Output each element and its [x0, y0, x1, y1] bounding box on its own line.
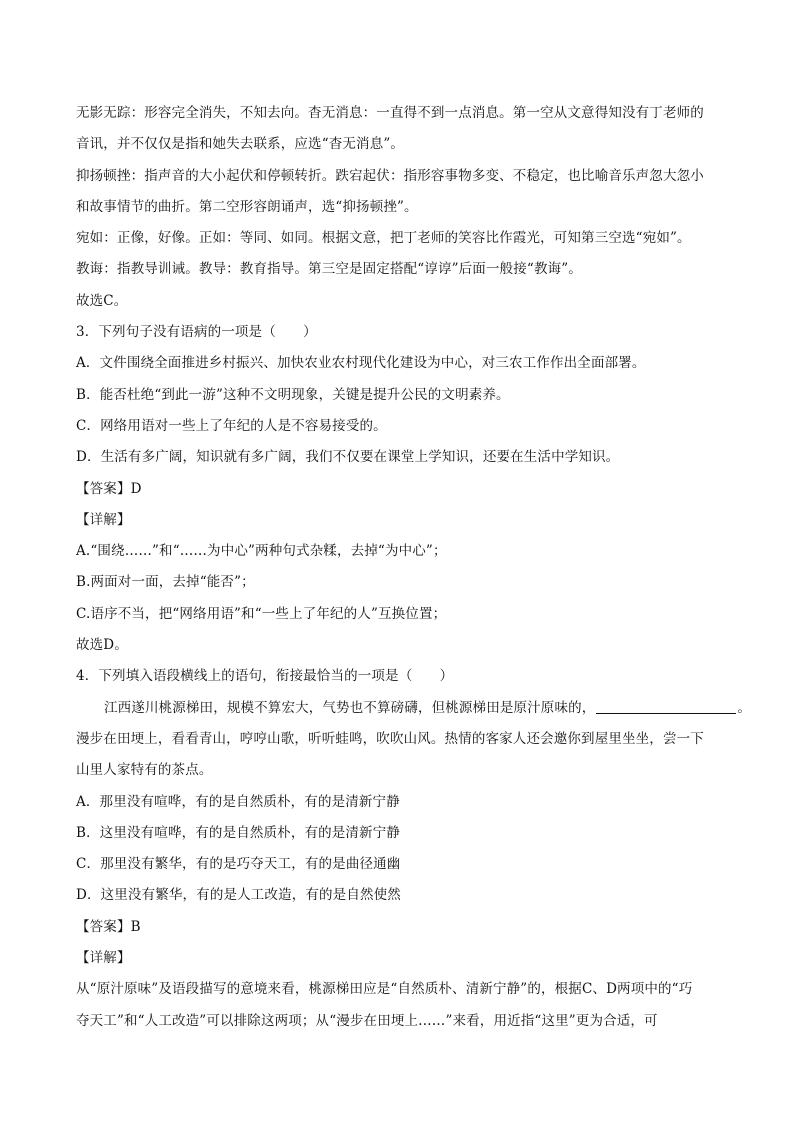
- question-4-option-b: B．这里没有喧哗，有的是自然质朴，有的是清新宁静: [76, 824, 401, 841]
- text-line: A.“围绕……”和“……为中心”两种句式杂糅，去掉“为中心”；: [76, 543, 447, 560]
- question-4-passage-line: [76, 693, 752, 724]
- question-4-passage-line: 漫步在田埂上，看看青山，哼哼山歌，听听蛙鸣，吹吹山风。热情的客家人还会邀你到屋里坐坐，尝一下: [76, 730, 704, 747]
- passage-period: 。: [737, 699, 752, 716]
- passage-text: 江西遂川桃源梯田，规模不算宏大，气势也不算磅礴，但桃源梯田是原汁原味的，: [104, 699, 596, 716]
- text-line: C.语序不当，把“网络用语”和“一些上了年纪的人”互换位置；: [76, 605, 447, 622]
- question-3-explanation-heading: 【详解】: [76, 511, 131, 528]
- question-4-option-c: C．那里没有繁华，有的是巧夺天工，有的是曲径通幽: [76, 856, 401, 873]
- text-line: 宛如：正像，好像。正如：等同、如同。根据文意，把丁老师的笑容比作霞光，可知第三空选“宛如”。: [76, 230, 691, 247]
- conclusion-line: 故选C。: [76, 292, 128, 309]
- text-line: B.两面对一面，去掉“能否”；: [76, 574, 255, 591]
- text-line: 音讯，并不仅仅是指和她失去联系，应选“杳无消息”。: [76, 136, 405, 153]
- question-4-option-a: A．那里没有喧哗，有的是自然质朴，有的是清新宁静: [76, 793, 400, 810]
- text-line: 抑扬顿挫：指声音的大小起伏和停顿转折。跌宕起伏：指形容事物多变、不稳定，也比喻音乐声忽大忽小: [76, 167, 704, 184]
- question-4-answer: 【答案】B: [76, 918, 141, 935]
- question-4-stem: 4．下列填入语段横线上的语句，衔接最恰当的一项是（ ）: [76, 668, 454, 685]
- question-4-passage-line: 山里人家特有的茶点。: [76, 762, 213, 779]
- text-line: 夺天工”和“人工改造”可以排除这两项；从“漫步在田埂上……”来看，用近指“这里”更为合适，可: [76, 1012, 658, 1029]
- question-3-option-d: D．生活有多广阔，知识就有多广阔，我们不仅要在课堂上学知识，还要在生活中学知识。: [76, 449, 620, 466]
- question-3-option-b: B．能否杜绝“到此一游”这种不文明现象，关键是提升公民的文明素养。: [76, 386, 510, 403]
- question-4-option-d: D．这里没有繁华，有的是人工改造，有的是自然使然: [76, 887, 401, 904]
- text-line: 从“原汁原味”及语段描写的意境来看，桃源梯田应是“自然质朴、清新宁静”的，根据C、D两项中的“巧: [76, 981, 693, 998]
- question-3-option-c: C．网络用语对一些上了年纪的人是不容易接受的。: [76, 417, 387, 434]
- text-line: 无影无踪：形容完全消失，不知去向。杳无消息：一直得不到一点消息。第一空从文意得知没有丁老师的: [76, 105, 704, 121]
- text-line: 教诲：指教导训诫。教导：教育指导。第三空是固定搭配“谆谆”后面一般接“教诲”。: [76, 261, 582, 278]
- text-line: 和故事情节的曲折。第二空形容朗诵声，选“抑扬顿挫”。: [76, 198, 418, 215]
- conclusion-line: 故选D。: [76, 637, 128, 654]
- question-3-answer: 【答案】D: [76, 480, 142, 497]
- document-body: [76, 98, 752, 1037]
- question-3-stem: 3．下列句子没有语病的一项是（ ）: [76, 324, 317, 341]
- fill-in-blank: [596, 699, 736, 714]
- question-4-explanation-heading: 【详解】: [76, 950, 131, 967]
- question-3-option-a: A．文件围绕全面推进乡村振兴、加快农业农村现代化建设为中心，对三农工作作出全面部署。: [76, 355, 646, 372]
